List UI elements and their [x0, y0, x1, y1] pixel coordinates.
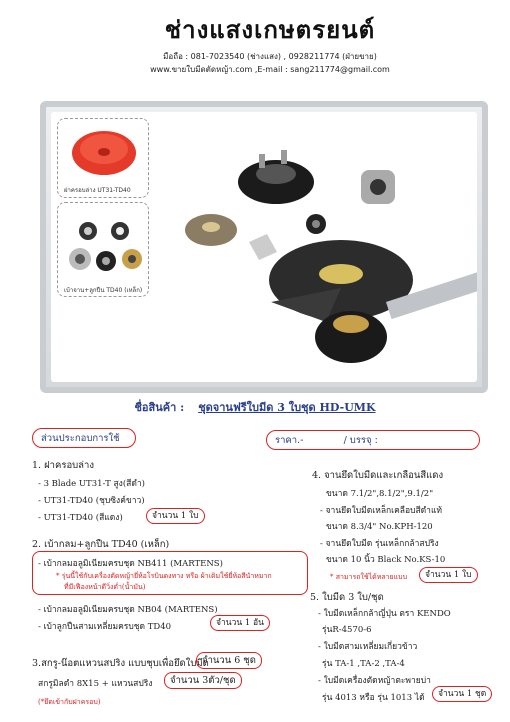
shop-title: ช่างแสงเกษตรยนต์	[164, 15, 376, 44]
section3-note: (*ยึดเข้ากับฝาครอบ)	[38, 698, 101, 706]
components-title-text: ส่วนประกอบการใช้	[41, 432, 120, 444]
section5-qty: จำนวน 1 ชุด	[432, 686, 492, 702]
product-label: ชื่อสินค้า :	[134, 401, 185, 414]
section2-note: ที่มีเฟืองหน้าดีวิ่งต่ำ(น้ำมัน)	[64, 583, 146, 591]
section3-sub-qty: จำนวน 3ตัว/ชุด	[164, 672, 242, 689]
phone-line: มือถือ : 081-7023540 (ช่างแสง) , 0928211774 (ฝ่ายขาย)	[163, 52, 377, 61]
inset-top-label: ฝาครอบล่าง UT31-TD40	[64, 187, 131, 194]
section5-item: - ใบมีดเครื่องตัดหญ้าตะพายบ่า	[318, 676, 431, 686]
section5-item: - ใบมีดสามเหลี่ยมเกี่ยวข้าว	[318, 642, 418, 652]
product-photo	[51, 112, 477, 382]
section4-qty: จำนวน 1 ใบ	[419, 567, 478, 583]
section4-item-size: ขนาด 10 นิ้ว Black No.KS-10	[326, 555, 446, 565]
section2-note: * รุ่นนี้ใช้กับเครื่องตัดหญ้ายี่ห้อโรบินดงทาง หรือ ผ้าเดิมใช้ยี่ห้อสีนำหมาก	[56, 572, 272, 580]
section3-heading: 3.สกรู-น๊อตแหวนสปริง แบบชุบเพื่อยึดใบมีด	[32, 658, 209, 669]
section4-heading: 4. จานยึดใบมีดและเกลือนสีแดง	[312, 470, 444, 481]
section1-heading: 1. ฝาครอบล่าง	[32, 460, 94, 471]
section1-qty: จำนวน 1 ใบ	[146, 508, 205, 524]
inset-bottom-label: เบ้าจาน+ลูกปืน TD40 (เหล็ก)	[64, 287, 143, 294]
web-line: www.ขายใบมีดตัดหญ้า.com ,E-mail : sang211774@gmail.com	[150, 65, 390, 74]
product-photo-frame	[40, 101, 488, 393]
section5-heading: 5. ใบมีด 3 ใบ/ชุด	[310, 592, 384, 603]
section5-model: รุ่น TA-1 ,TA-2 ,TA-4	[322, 659, 405, 669]
bearing-parts-image	[58, 203, 150, 283]
section2-item: - เบ้ากลมอลูมิเนียมครบชุด NB04 (MARTENS)	[38, 605, 218, 615]
section5-model: รุ่น 4013 หรือ รุ่น 1013 ได้	[322, 693, 425, 703]
inset-cover	[57, 118, 149, 198]
section4-item: - จานยึดใบมีด รุ่นเหล็กกล้าสปริง	[320, 539, 439, 549]
section2-item: - เบ้ากลมอลูมิเนียมครบชุด NB411 (MARTENS)	[38, 559, 223, 569]
section3-qty: จำนวน 6 ชุด	[196, 652, 262, 669]
product-name-line	[0, 398, 510, 416]
unit-label: / บรรจุ :	[343, 434, 378, 446]
section1-item: - UT31-TD40 (ชุบซิงค์ขาว)	[38, 496, 145, 506]
section2-heading: 2. เบ้ากลม+ลูกปืน TD40 (เหล็ก)	[32, 539, 170, 550]
section2-qty: จำนวน 1 อัน	[210, 615, 270, 631]
exploded-assembly-image	[151, 112, 477, 382]
section3-sub: สกรูมิลดำ 8X15 + แหวนสปริง	[38, 679, 153, 689]
components-title	[32, 428, 136, 448]
product-name: ชุดจานฟรีใบมีด 3 ใบชุด HD-UMK	[198, 401, 376, 414]
section1-item: - UT31-TD40 (สีแดง)	[38, 513, 123, 523]
inset-bearing	[57, 202, 149, 297]
price-label: ราคา.-	[275, 434, 304, 446]
section5-model: รุ่นR-4570-6	[322, 625, 372, 635]
section4-item-size: ขนาด 8.3/4" No.KPH-120	[326, 522, 433, 532]
section4-note: * สามารถใช้ได้หลายแบบ	[330, 573, 408, 581]
section2-item: - เบ้าลูกปืนสามเหลี่ยมครบชุด TD40	[38, 622, 172, 632]
page-header	[0, 0, 510, 75]
section4-size: ขนาด 7.1/2",8.1/2",9.1/2"	[326, 489, 434, 499]
price-box	[266, 430, 480, 450]
section5-item: - ใบมีดเหล็กกล้าญี่ปุ่น ตรา KENDO	[318, 609, 451, 619]
section1-item: - 3 Blade UT31-T สูง(สีดำ)	[38, 479, 145, 489]
section4-item: - จานยึดใบมีดเหล็กเคลือบสีดำแท้	[320, 506, 443, 516]
red-cover-image	[58, 119, 150, 189]
